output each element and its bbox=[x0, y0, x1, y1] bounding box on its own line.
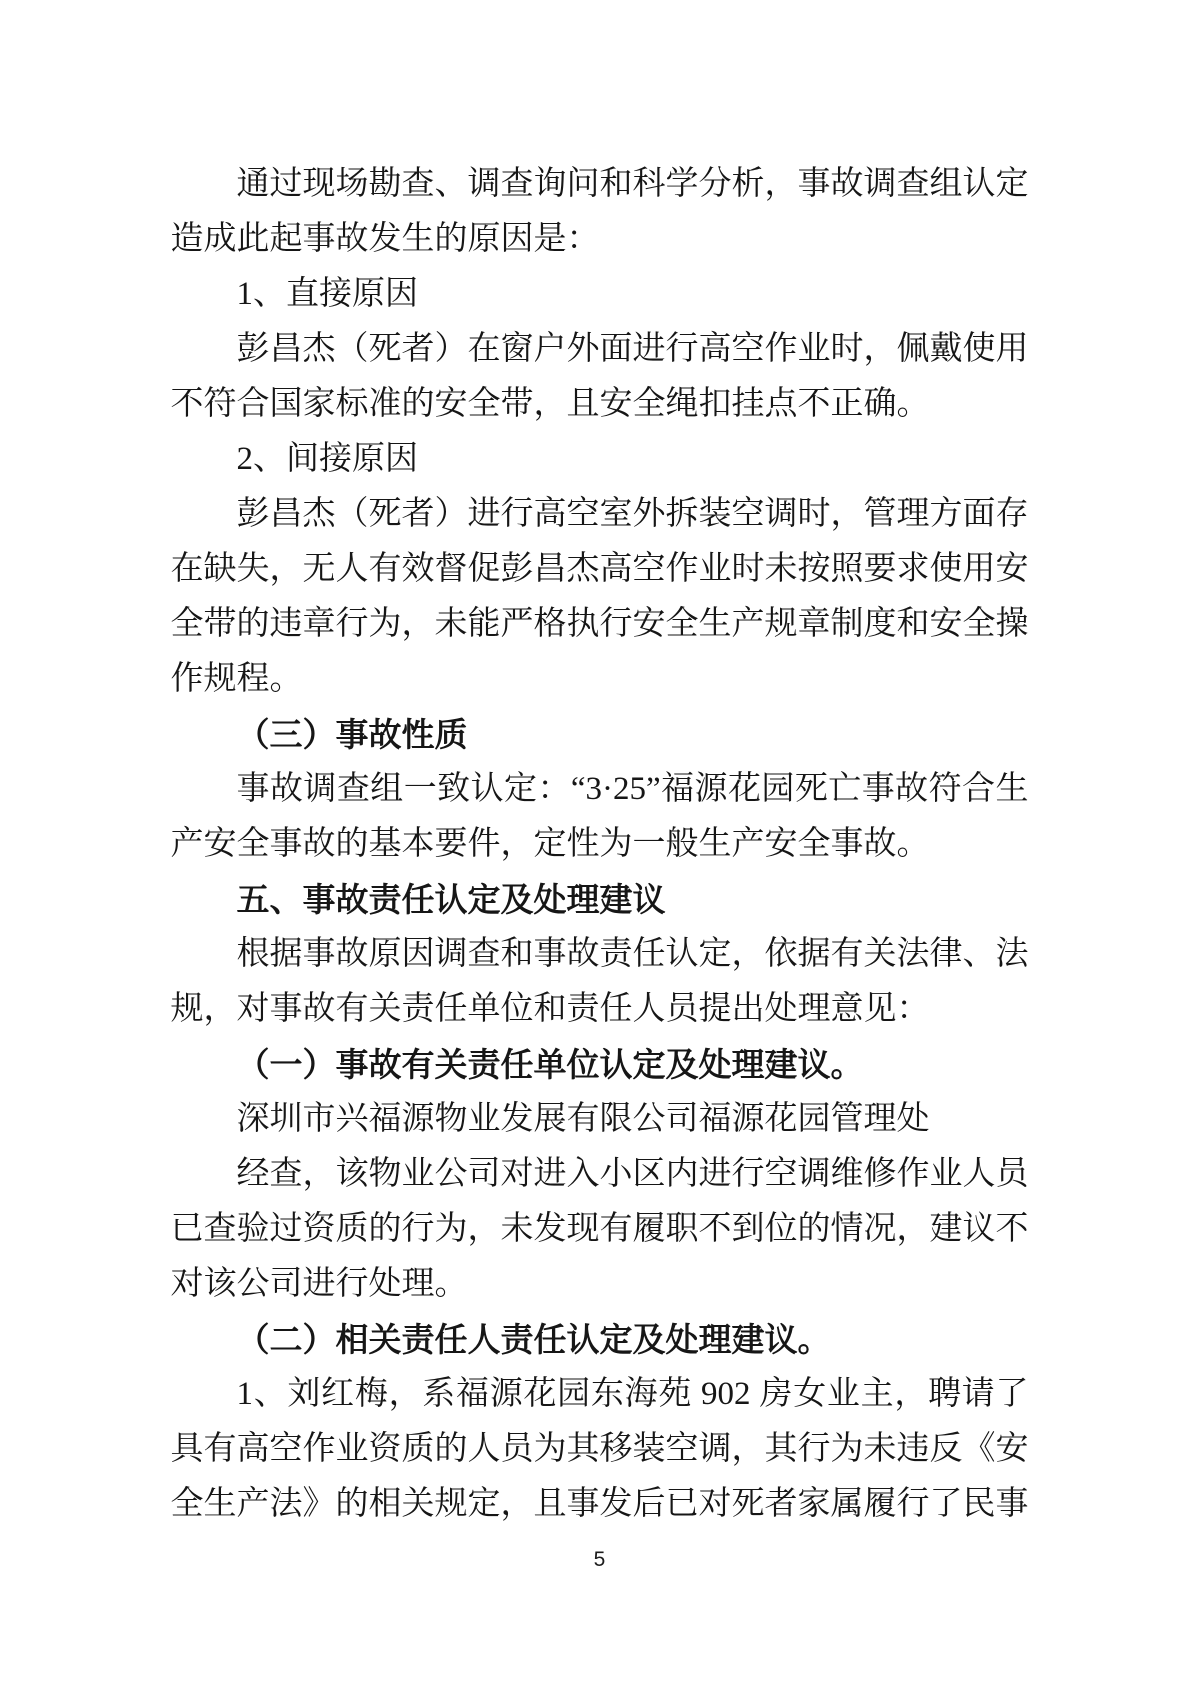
paragraph: 1、直接原因 bbox=[236, 276, 418, 312]
page-number: 5 bbox=[593, 1548, 606, 1571]
paragraph: 深圳市兴福源物业发展有限公司福源花园管理处 bbox=[236, 1101, 930, 1137]
paragraph: 2、间接原因 bbox=[236, 441, 418, 477]
section-heading: （二）相关责任人责任认定及处理建议。 bbox=[236, 1321, 831, 1358]
paragraph: 彭昌杰（死者）进行高空室外拆装空调时，管理方面存在缺失，无人有效督促彭昌杰高空作业时未按照要求使用安全带的违章行为，未能严格执行安全生产规章制度和安全操作规程。 bbox=[170, 496, 1029, 697]
paragraph: 通过现场勘查、调查询问和科学分析，事故调查组认定造成此起事故发生的原因是： bbox=[170, 166, 1029, 257]
document-body bbox=[171, 0, 1029, 1532]
paragraph: 根据事故原因调查和事故责任认定，依据有关法律、法规，对事故有关责任单位和责任人员提出处理意见： bbox=[170, 936, 1029, 1027]
paragraph: 彭昌杰（死者）在窗户外面进行高空作业时，佩戴使用不符合国家标准的安全带，且安全绳扣挂点不正确。 bbox=[170, 331, 1029, 422]
section-heading: （一）事故有关责任单位认定及处理建议。 bbox=[236, 1046, 864, 1083]
section-heading: （三）事故性质 bbox=[236, 716, 468, 753]
section-heading: 五、事故责任认定及处理建议 bbox=[236, 881, 666, 918]
paragraph: 经查，该物业公司对进入小区内进行空调维修作业人员已查验过资质的行为，未发现有履职不到位的情况，建议不对该公司进行处理。 bbox=[170, 1156, 1029, 1302]
paragraph: 事故调查组一致认定：“3·25”福源花园死亡事故符合生产安全事故的基本要件，定性为一般生产安全事故。 bbox=[170, 771, 1029, 862]
paragraph: 1、刘红梅，系福源花园东海苑 902 房女业主，聘请了具有高空作业资质的人员为其移装空调，其行为未违反《安全生产法》的相关规定，且事发后已对死者家属履行了民事 bbox=[170, 1376, 1029, 1522]
